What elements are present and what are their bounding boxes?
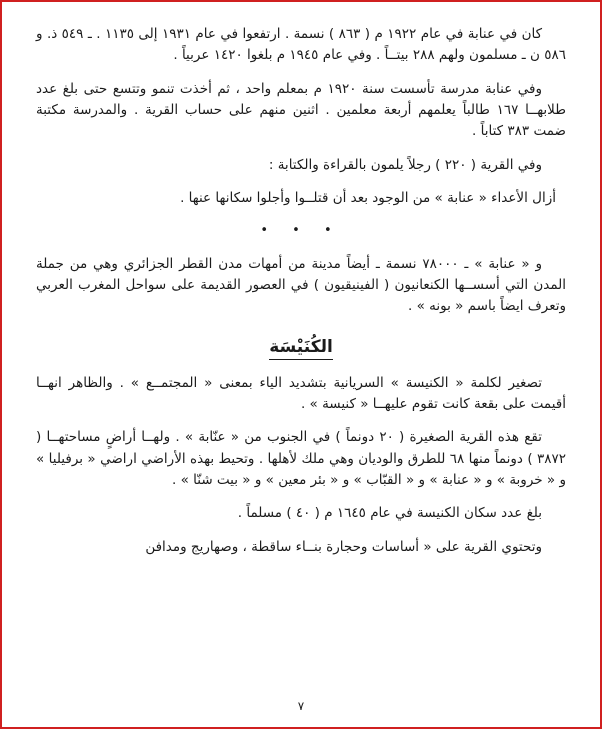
- paragraph-population-1645: بلغ عدد سكان الكنيسة في عام ١٦٤٥ م ( ٤٠ ) مسلماً .: [237, 505, 542, 522]
- section-heading-kunaysa: [36, 334, 566, 361]
- paragraph-annaba-city: و « عنابة » ـ ٧٨٠٠٠ نسمة ـ أيضاً مدينة من أمهات مدن القطر الجزائري وهي من جملة المدن التي أسســها الكنعانيون ( الفينيقيون ) في العصور القديمة على سواحل المغرب العربي وتعرف ايضاً باسم « بونه » .: [36, 255, 566, 315]
- paragraph-destruction-quote: أزال الأعداء « عنابة » من الوجود بعد أن قتلــوا وأجلوا سكانها عنها .: [180, 189, 556, 206]
- paragraph-school: وفي عنابة مدرسة تأسست سنة ١٩٢٠ م بمعلم واحد ، ثم أخذت تنمو وتتسع حتى بلغ عدد طلابهــا ١٦٧ طالباً يعلمهم أربعة معلمين . اثنين منهم على حساب القرية . والمدرسة مكتبة ضمت ٣٨٣ كتاباً .: [36, 80, 566, 140]
- paragraph-population-1922: كان في عنابة في عام ١٩٢٢ م ( ٨٦٣ ) نسمة . ارتفعوا في عام ١٩٣١ إلى ١١٣٥ . ـ ٥٤٩ ذ. و ٥٨٦ ن ـ مسلمون ولهم ٢٨٨ بيتــاً . وفي عام ١٩٤٥ م بلغوا ١٤٢٠ عربياً .: [36, 26, 566, 64]
- page-body: [36, 24, 566, 558]
- page-number: ٧: [297, 699, 305, 713]
- paragraph-location-area: تقع هذه القرية الصغيرة ( ٢٠ دونماً ) في الجنوب من « عنّابة » . ولهــا أراضٍ مساحتهــا ( ٣٨٧٢ ) دونماً منها ٦٨ للطرق والوديان وهي ملك لأهلها . وتحيط بهذه الأراضي اراضي « برفيليا » و « خروبة » و « عنابة » و « القبّاب » و « بئر معين » و « بيت شنّا » .: [36, 429, 566, 488]
- section-heading-text: الكُنَيْسَة: [269, 337, 333, 360]
- section-divider: • • •: [260, 223, 342, 239]
- paragraph-literacy: وفي القرية ( ٢٢٠ ) رجلاً يلمون بالقراءة والكتابة :: [268, 156, 542, 173]
- paragraph-name-origin: تصغير لكلمة « الكنيسة » السريانية بتشديد الياء بمعنى « المجتمــع » . والظاهر انهــا أقيمت على بقعة كانت تقوم عليهــا « كنيسة » .: [36, 374, 566, 412]
- paragraph-ruins: وتحتوي القرية على « أساسات وحجارة بنــاء ساقطة ، وصهاريج ومدافن: [145, 538, 542, 555]
